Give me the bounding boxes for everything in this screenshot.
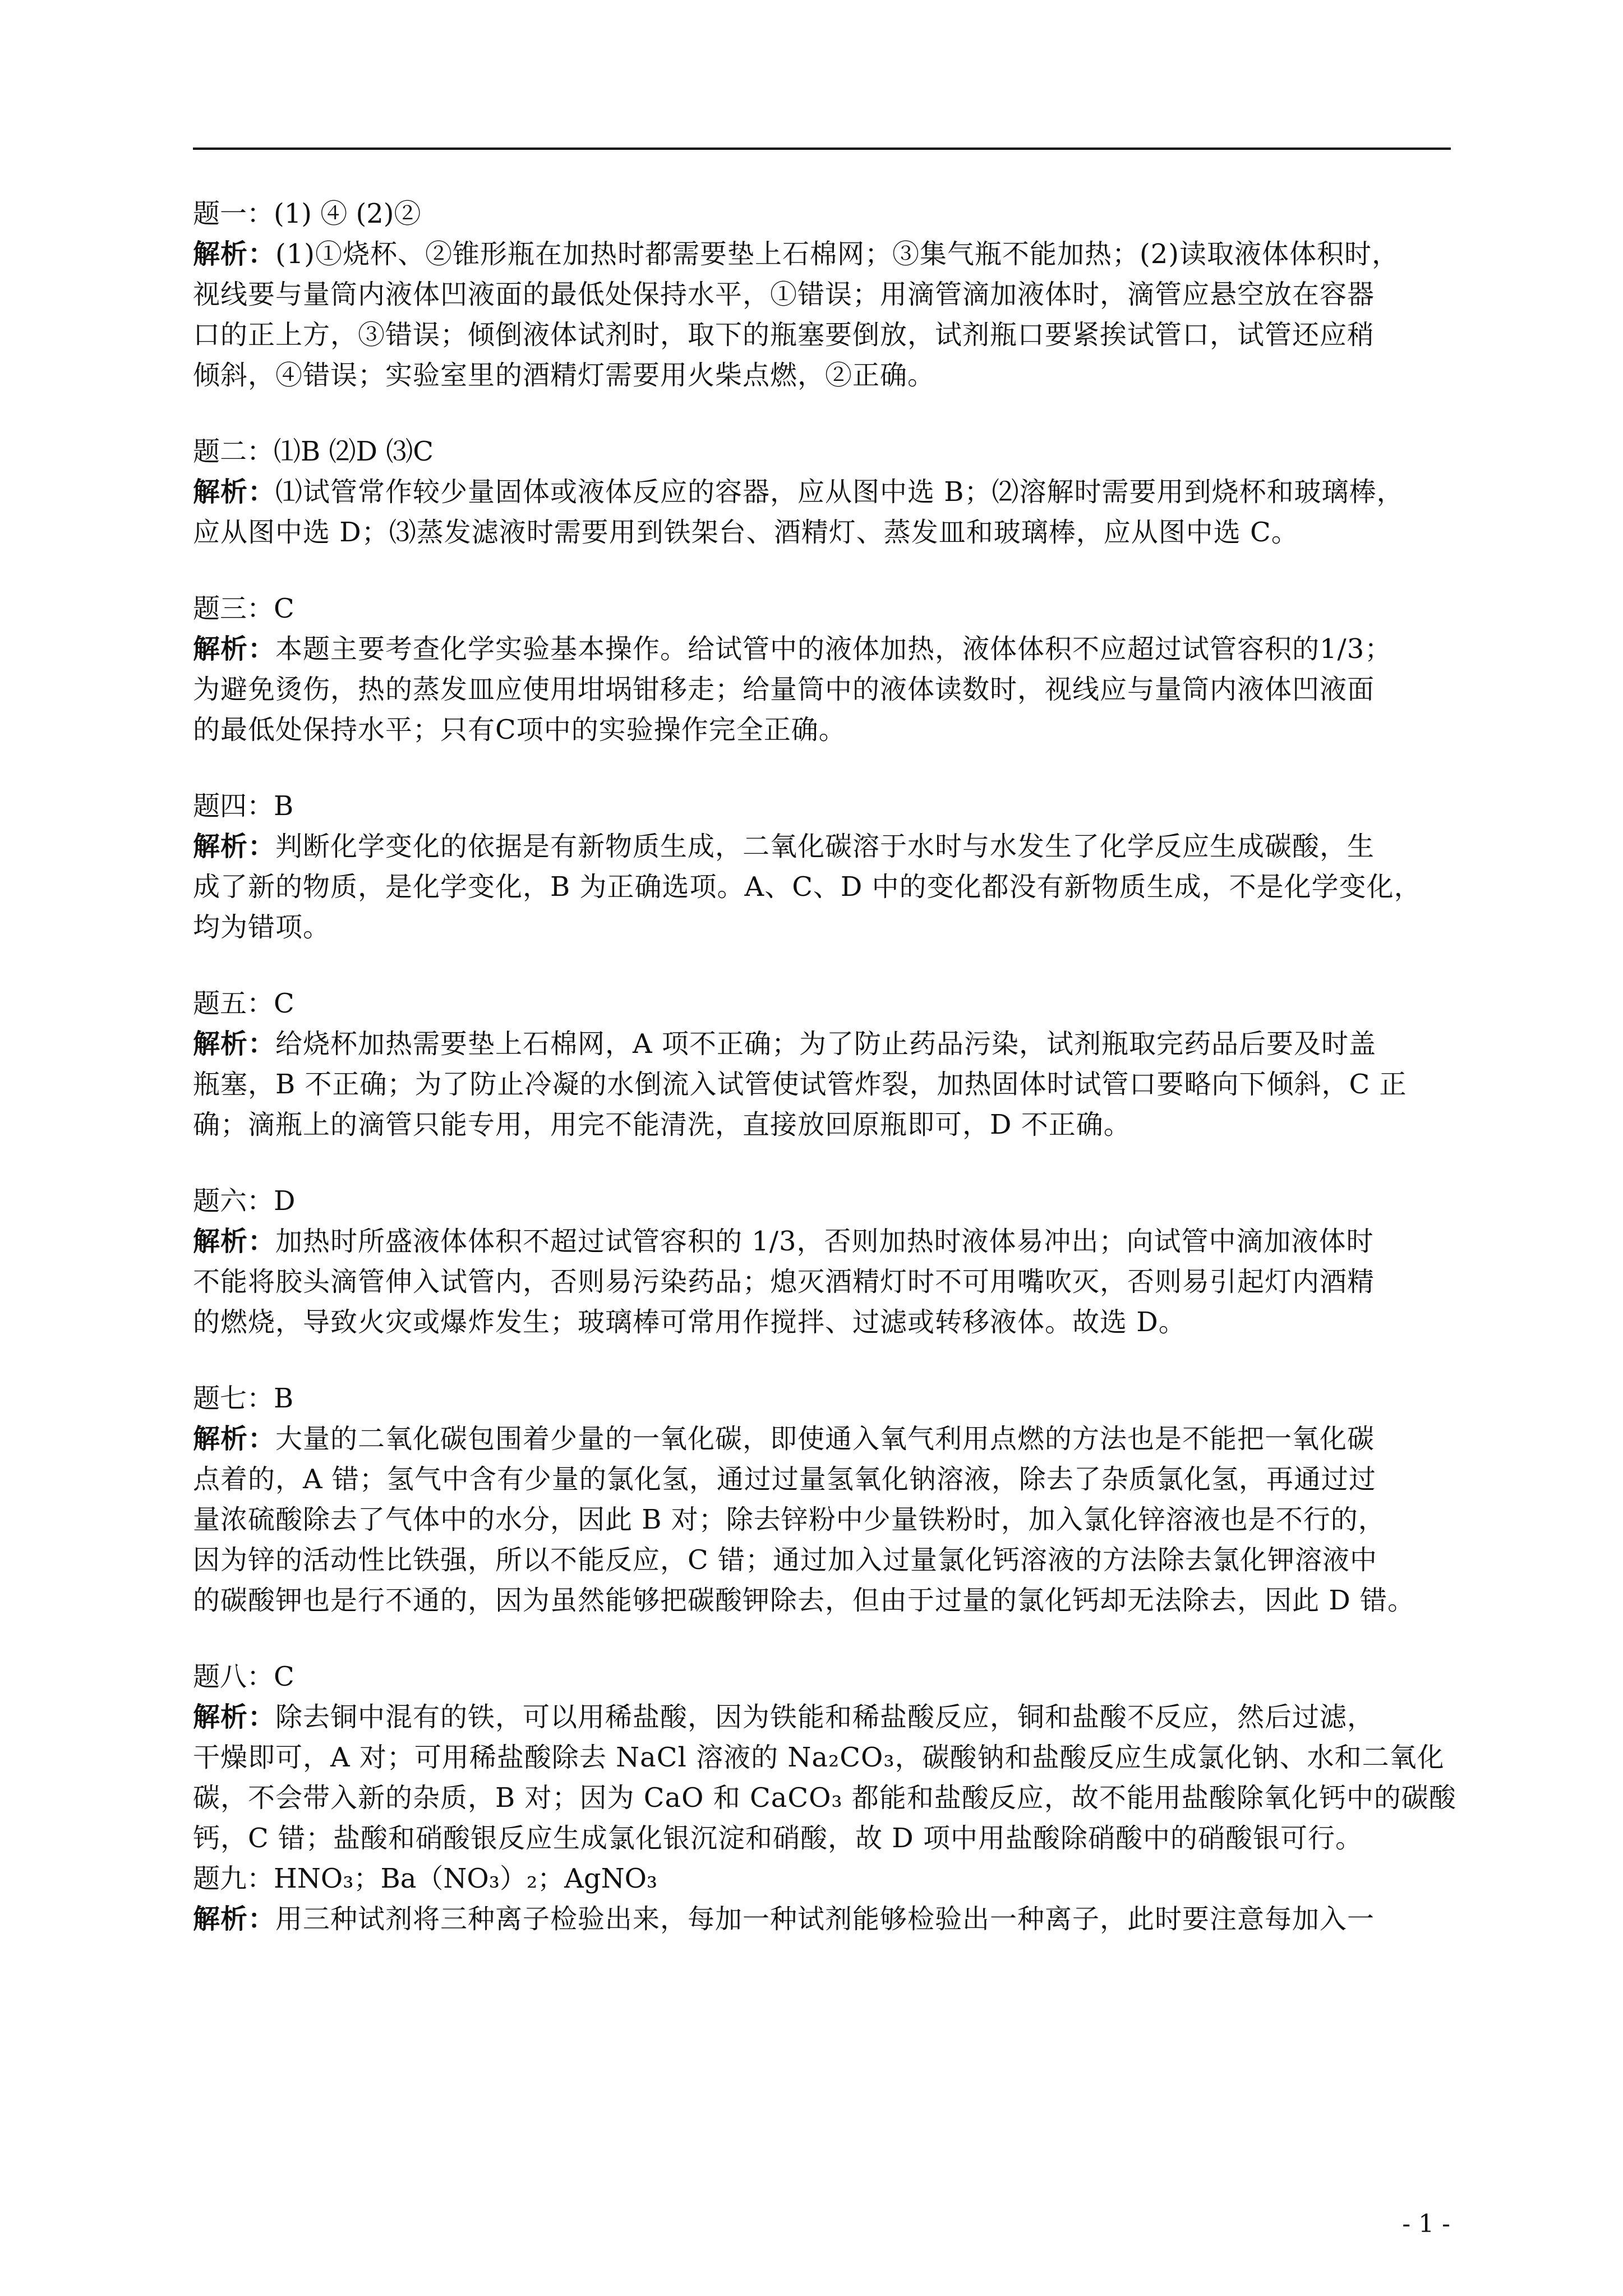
answer-line: 解析：判断化学变化的依据是有新物质生成，二氧化碳溶于水时与水发生了化学反应生成碳酸，生: [193, 831, 1375, 862]
answer-line: 视线要与量筒内液体凹液面的最低处保持水平，①错误；用滴管滴加液体时，滴管应悬空放在容器: [193, 279, 1375, 310]
answer-line: 干燥即可，A 对；可用稀盐酸除去 NaCl 溶液的 Na₂CO₃，碳酸钠和盐酸反应生成氯化钠、水和二氧化: [193, 1742, 1445, 1773]
question-title: 题五：C: [193, 988, 294, 1019]
answer-line: 量浓硫酸除去了气体中的水分，因此 B 对；除去锌粉中少量铁粉时，加入氯化锌溶液也是不行的，: [193, 1504, 1386, 1535]
answer-line: 解析：除去铜中混有的铁，可以用稀盐酸，因为铁能和稀盐酸反应，铜和盐酸不反应，然后过滤，: [193, 1701, 1375, 1733]
document-body: [193, 194, 1456, 1939]
analysis-label: 解析：: [193, 476, 276, 508]
question-1: [193, 194, 1451, 395]
question-title: 题一：(1) ④ (2)②: [193, 198, 421, 229]
answer-line: 成了新的物质，是化学变化，B 为正确选项。A、C、D 中的变化都没有新物质生成，不是化学变化，: [193, 871, 1422, 903]
question-title: 题三：C: [193, 593, 294, 624]
analysis-label: 解析：: [193, 1226, 276, 1257]
answer-line: 应从图中选 D；⑶蒸发滤液时需要用到铁架台、酒精灯、蒸发皿和玻璃棒，应从图中选 C。: [193, 517, 1299, 548]
question-title: 题九：HNO₃；Ba（NO₃）₂；AgNO₃: [193, 1863, 658, 1894]
answer-line: 确；滴瓶上的滴管只能专用，用完不能清洗，直接放回原瓶即可，D 不正确。: [193, 1109, 1131, 1140]
question-4: [193, 786, 1451, 947]
answer-line: 不能将胶头滴管伸入试管内，否则易污染药品；熄灭酒精灯时不可用嘴吹灭，否则易引起灯内酒精: [193, 1266, 1375, 1297]
answer-line: 钙，C 错；盐酸和硝酸银反应生成氯化银沉淀和硝酸，故 D 项中用盐酸除硝酸中的硝酸银可行。: [193, 1823, 1363, 1854]
answer-line: 的碳酸钾也是行不通的，因为虽然能够把碳酸钾除去，但由于过量的氯化钙却无法除去，因此 D 错。: [193, 1585, 1415, 1616]
answer-line: 的最低处保持水平；只有C项中的实验操作完全正确。: [193, 714, 846, 746]
analysis-label: 解析：: [193, 1701, 276, 1733]
question-title: 题四：B: [193, 790, 294, 822]
header-rule: [193, 148, 1451, 150]
question-title: 题八：C: [193, 1661, 294, 1692]
question-2: [193, 431, 1451, 553]
answer-line: 口的正上方，③错误；倾倒液体试剂时，取下的瓶塞要倒放，试剂瓶口要紧挨试管口，试管还应稍: [193, 319, 1375, 351]
answer-line: 解析：⑴试管常作较少量固体或液体反应的容器，应从图中选 B；⑵溶解时需要用到烧杯和玻璃棒，: [193, 476, 1404, 508]
question-7: [193, 1378, 1451, 1621]
answer-line: 均为错项。: [193, 912, 331, 943]
answer-line: 解析：大量的二氧化碳包围着少量的一氧化碳，即使通入氧气利用点燃的方法也是不能把一氧化碳: [193, 1423, 1375, 1455]
answer-line: 瓶塞，B 不正确；为了防止冷凝的水倒流入试管使试管炸裂，加热固体时试管口要略向下倾斜，C 正: [193, 1069, 1407, 1100]
answer-line: 解析：本题主要考查化学实验基本操作。给试管中的液体加热，液体体积不应超过试管容积的1/3；: [193, 633, 1393, 665]
analysis-label: 解析：: [193, 1028, 276, 1060]
question-title: 题六：D: [193, 1185, 296, 1217]
answer-line: 碳，不会带入新的杂质，B 对；因为 CaO 和 CaCO₃ 都能和盐酸反应，故不能用盐酸除氧化钙中的碳酸: [193, 1782, 1456, 1814]
question-title: 题二：⑴B ⑵D ⑶C: [193, 436, 434, 467]
analysis-label: 解析：: [193, 1903, 276, 1935]
page-number: - 1 -: [1402, 2210, 1450, 2238]
answer-line: 的燃烧，导致火灾或爆炸发生；玻璃棒可常用作搅拌、过滤或转移液体。故选 D。: [193, 1306, 1186, 1338]
answer-line: 解析：给烧杯加热需要垫上石棉网，A 项不正确；为了防止药品污染，试剂瓶取完药品后要及时盖: [193, 1028, 1376, 1060]
question-6: [193, 1181, 1451, 1342]
answer-line: 因为锌的活动性比铁强，所以不能反应，C 错；通过加入过量氯化钙溶液的方法除去氯化钾溶液中: [193, 1544, 1377, 1576]
answer-line: 倾斜，④错误；实验室里的酒精灯需要用火柴点燃，②正确。: [193, 360, 935, 391]
answer-line: 解析：加热时所盛液体体积不超过试管容积的 1/3，否则加热时液体易冲出；向试管中滴加液体时: [193, 1226, 1374, 1257]
question-title: 题七：B: [193, 1383, 294, 1414]
question-9: [193, 1858, 1451, 1939]
question-3: [193, 588, 1451, 750]
answer-line: 解析：用三种试剂将三种离子检验出来，每加一种试剂能够检验出一种离子，此时要注意每加入一: [193, 1903, 1375, 1935]
question-8: [193, 1657, 1456, 1858]
answer-line: 点着的，A 错；氢气中含有少量的氯化氢，通过过量氢氧化钠溶液，除去了杂质氯化氢，再通过过: [193, 1464, 1376, 1495]
answer-line: 解析：(1)①烧杯、②锥形瓶在加热时都需要垫上石棉网；③集气瓶不能加热；(2)读取液体体积时，: [193, 238, 1400, 270]
answer-line: 为避免烫伤，热的蒸发皿应使用坩埚钳移走；给量筒中的液体读数时，视线应与量筒内液体凹液面: [193, 674, 1375, 705]
analysis-label: 解析：: [193, 831, 276, 862]
question-5: [193, 983, 1451, 1145]
analysis-label: 解析：: [193, 238, 276, 270]
analysis-label: 解析：: [193, 633, 276, 665]
analysis-label: 解析：: [193, 1423, 276, 1455]
